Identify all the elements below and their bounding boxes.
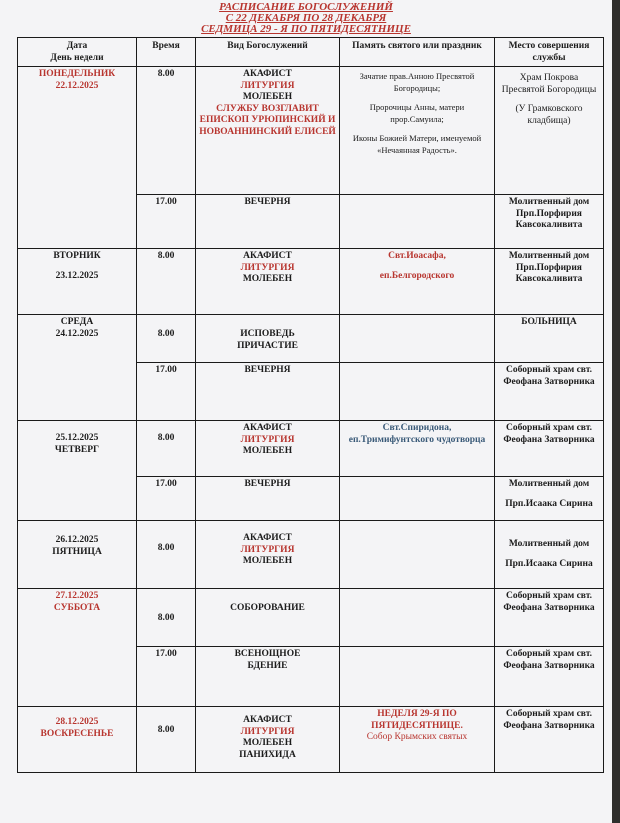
time-cell: 17.00 [137,363,196,421]
date-cell-saturday: 27.12.2025 СУББОТА [18,589,137,707]
memory-cell: Свт.Спиридона, еп.Тримифунтского чудотворца [340,421,495,477]
col-service-header: Вид Богослужений [196,38,340,67]
schedule-table [17,37,604,773]
place-cell: БОЛЬНИЦА [495,315,604,363]
schedule-dates: С 22 ДЕКАБРЯ ПО 28 ДЕКАБРЯ [225,12,387,24]
time-cell: 8.00 [137,589,196,647]
place-cell: Храм Покрова Пресвятой Богородицы (У Грамковского кладбища) [495,67,604,195]
col-date-header: Дата День недели [18,38,137,67]
memory-cell [340,363,495,421]
table-header-row [18,38,604,67]
date-cell-wednesday: СРЕДА 24.12.2025 [18,315,137,421]
table-row [18,521,604,589]
place-cell: Молитвенный дом Прп.Исаака Сирина [495,521,604,589]
time-cell: 8.00 [137,707,196,773]
memory-cell [340,315,495,363]
service-cell: ИСПОВЕДЬ ПРИЧАСТИЕ [196,315,340,363]
place-cell: Молитвенный дом Прп.Исаака Сирина [495,477,604,521]
place-cell: Соборный храм свт. Феофана Затворника [495,421,604,477]
table-row [18,67,604,195]
service-cell: АКАФИСТ ЛИТУРГИЯ МОЛЕБЕН [196,421,340,477]
schedule-week: СЕДМИЦА 29 - Я ПО ПЯТИДЕСЯТНИЦЕ [201,23,411,35]
date-cell-friday: 26.12.2025 ПЯТНИЦА [18,521,137,589]
col-time-header: Время [137,38,196,67]
table-row [18,315,604,363]
service-cell: АКАФИСТ ЛИТУРГИЯ МОЛЕБЕН [196,521,340,589]
service-cell: ВСЕНОЩНОЕ БДЕНИЕ [196,647,340,707]
memory-cell [340,195,495,249]
time-cell: 8.00 [137,421,196,477]
time-cell: 17.00 [137,195,196,249]
date-cell-monday: ПОНЕДЕЛЬНИК 22.12.2025 [18,67,137,249]
place-cell: Соборный храм свт. Феофана Затворника [495,647,604,707]
date-cell-thursday: 25.12.2025 ЧЕТВЕРГ [18,421,137,521]
table-row [18,249,604,315]
time-cell: 8.00 [137,249,196,315]
service-cell: АКАФИСТ ЛИТУРГИЯ МОЛЕБЕН СЛУЖБУ ВОЗГЛАВИТ ЕПИСКОП УРЮПИНСКИЙ И НОВОАННИНСКИЙ ЕЛИСЕЙ [196,67,340,195]
memory-cell: Свт.Иоасафа, еп.Белгородского [340,249,495,315]
service-cell: АКАФИСТ ЛИТУРГИЯ МОЛЕБЕН ПАНИХИДА [196,707,340,773]
service-cell: СОБОРОВАНИЕ [196,589,340,647]
date-cell-tuesday: ВТОРНИК 23.12.2025 [18,249,137,315]
memory-cell: НЕДЕЛЯ 29-Я ПО ПЯТИДЕСЯТНИЦЕ. Собор Крымских святых [340,707,495,773]
place-cell: Молитвенный дом Прп.Порфирия Кавсокаливита [495,249,604,315]
service-cell: ВЕЧЕРНЯ [196,195,340,249]
service-cell: ВЕЧЕРНЯ [196,363,340,421]
col-memory-header: Память святого или праздник [340,38,495,67]
place-cell: Молитвенный дом Прп.Порфирия Кавсокаливита [495,195,604,249]
place-cell: Соборный храм свт. Феофана Затворника [495,707,604,773]
table-row [18,421,604,477]
date-cell-sunday: 28.12.2025 ВОСКРЕСЕНЬЕ [18,707,137,773]
table-row [18,707,604,773]
memory-cell [340,477,495,521]
service-cell: ВЕЧЕРНЯ [196,477,340,521]
memory-cell [340,521,495,589]
time-cell: 8.00 [137,67,196,195]
memory-cell [340,647,495,707]
time-cell: 8.00 [137,315,196,363]
time-cell: 17.00 [137,647,196,707]
col-place-header: Место совершения службы [495,38,604,67]
memory-cell: Зачатие прав.Анною Пресвятой Богородицы; Пророчицы Анны, матери прор.Самуила; Иконы Божией Матери, именуемой «Нечаянная Радость». [340,67,495,195]
service-cell: АКАФИСТ ЛИТУРГИЯ МОЛЕБЕН [196,249,340,315]
memory-cell [340,589,495,647]
time-cell: 8.00 [137,521,196,589]
place-cell: Соборный храм свт. Феофана Затворника [495,363,604,421]
table-row [18,589,604,647]
schedule-title: РАСПИСАНИЕ БОГОСЛУЖЕНИЙ [219,1,393,13]
time-cell: 17.00 [137,477,196,521]
place-cell: Соборный храм свт. Феофана Затворника [495,589,604,647]
